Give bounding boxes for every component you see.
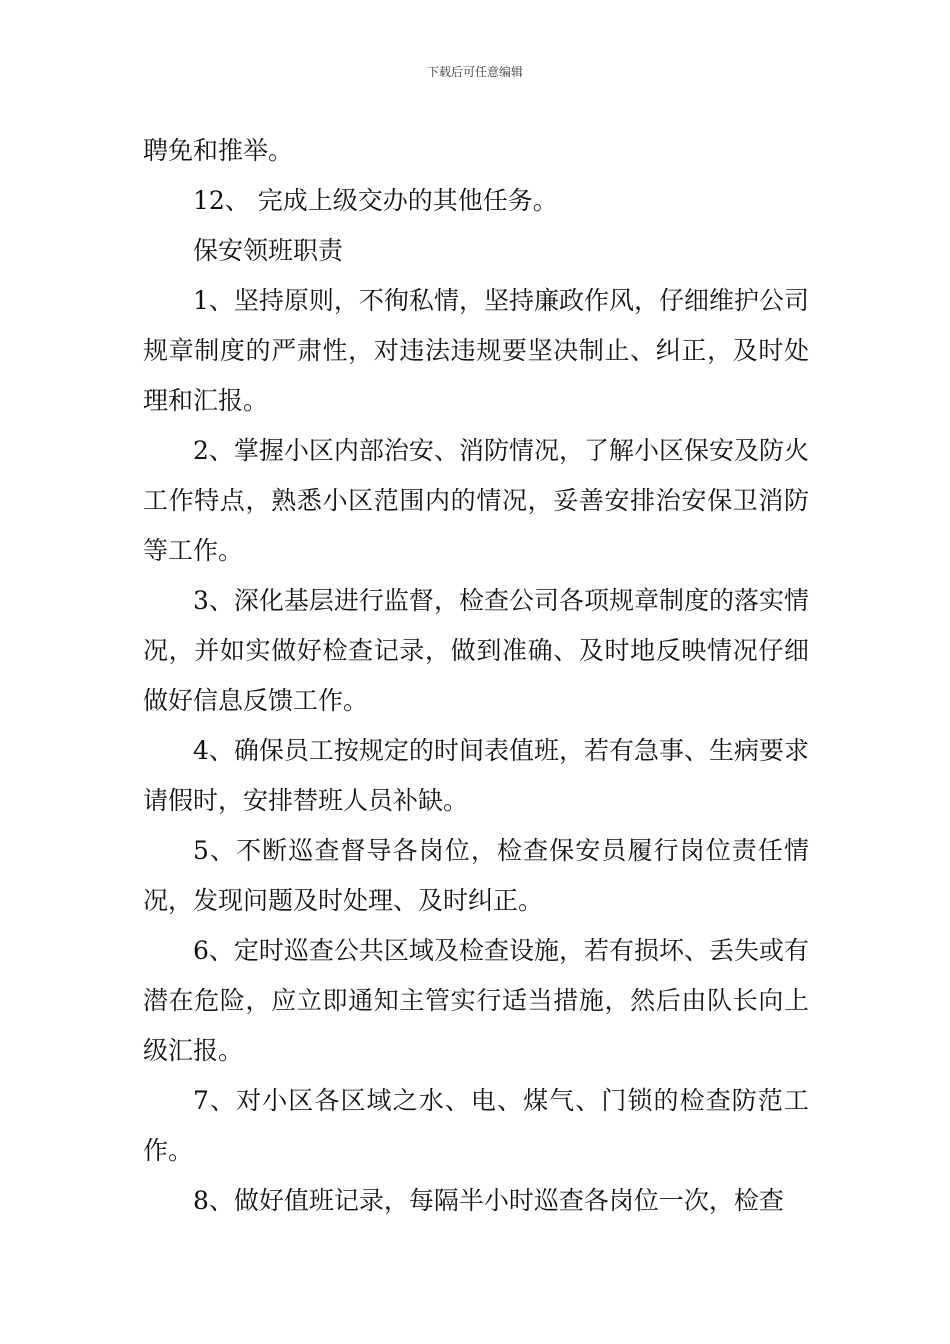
document-body [143, 126, 809, 1226]
paragraph-item-1: 1、坚持原则，不徇私情，坚持廉政作风，仔细维护公司规章制度的严肃性，对违法违规要坚决制止、纠正，及时处理和汇报。 [143, 286, 809, 415]
paragraph-item-8: 8、做好值班记录，每隔半小时巡查各岗位一次，检查 [193, 1186, 784, 1215]
paragraph-item-2: 2、掌握小区内部治安、消防情况，了解小区保安及防火工作特点，熟悉小区范围内的情况，妥善安排治安保卫消防等工作。 [143, 436, 809, 565]
paragraph-item-6: 6、定时巡查公共区域及检查设施，若有损坏、丢失或有潜在危险，应立即通知主管实行适当措施，然后由队长向上级汇报。 [143, 936, 809, 1065]
section-heading: 保安领班职责 [193, 236, 344, 265]
paragraph-item-7: 7、对小区各区域之水、电、煤气、门锁的检查防范工作。 [143, 1086, 809, 1165]
paragraph-item-5: 5、不断巡查督导各岗位，检查保安员履行岗位责任情况，发现问题及时处理、及时纠正。 [143, 836, 809, 915]
paragraph-item-3: 3、深化基层进行监督，检查公司各项规章制度的落实情况，并如实做好检查记录，做到准确、及时地反映情况仔细做好信息反馈工作。 [143, 586, 809, 715]
paragraph-item-4: 4、确保员工按规定的时间表值班，若有急事、生病要求请假时，安排替班人员补缺。 [143, 736, 809, 815]
page-header: 下载后可任意编辑 [426, 65, 523, 79]
paragraph-item-12: 12、 完成上级交办的其他任务。 [193, 186, 558, 215]
paragraph-continuation: 聘免和推举。 [143, 136, 294, 165]
